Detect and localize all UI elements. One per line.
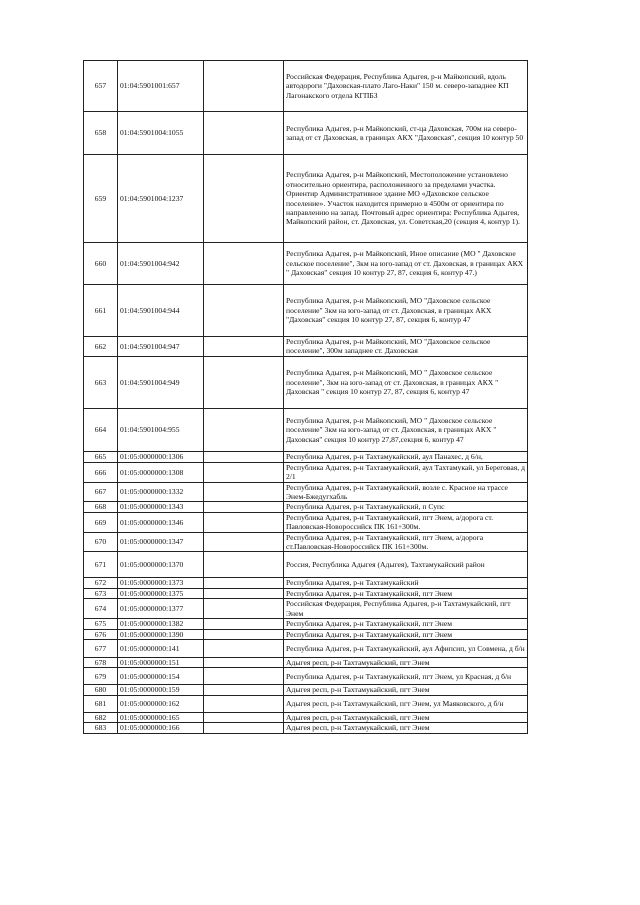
cadastral-number-cell: 01:05:0000000:159: [118, 685, 204, 695]
empty-cell: [204, 337, 284, 357]
cadastral-number-cell: 01:04:5901004:1055: [118, 112, 204, 155]
cadastral-number-cell: 01:05:0000000:1306: [118, 451, 204, 462]
address-cell: Республика Адыгея, р-н Тахтамукайский, аул Тахтамукай, ул Береговая, д 2/1: [284, 462, 528, 482]
row-number-cell: 674: [84, 599, 118, 619]
cadastral-number-cell: 01:05:0000000:165: [118, 712, 204, 722]
table-row: [84, 552, 528, 578]
empty-cell: [204, 462, 284, 482]
table-row: [84, 243, 528, 285]
table-row: [84, 532, 528, 552]
empty-cell: [204, 619, 284, 629]
empty-cell: [204, 451, 284, 462]
row-number-cell: 672: [84, 578, 118, 588]
row-number-cell: 673: [84, 588, 118, 598]
empty-cell: [204, 532, 284, 552]
table-row: [84, 668, 528, 685]
row-number-cell: 667: [84, 482, 118, 502]
registry-sheet: [83, 60, 527, 734]
address-cell: Республика Адыгея, р-н Тахтамукайский, возле с. Красное на трассе Энем-Бжедугхабль: [284, 482, 528, 502]
cadastral-number-cell: 01:05:0000000:154: [118, 668, 204, 685]
cadastral-number-cell: 01:04:5901004:947: [118, 337, 204, 357]
row-number-cell: 665: [84, 451, 118, 462]
address-cell: Республика Адыгея, р-н Тахтамукайский, пгт Энем: [284, 629, 528, 639]
empty-cell: [204, 502, 284, 512]
address-cell: Республика Адыгея, р-н Тахтамукайский: [284, 578, 528, 588]
table-row: [84, 685, 528, 695]
address-cell: Республика Адыгея, р-н Майкопский, МО " Даховское сельское поселение", 3км на юго-запад от ст. Даховская, в границах АКХ " Даховская " секция 10 контур 27, 87, секция 6, контур 47: [284, 356, 528, 408]
address-cell: Республика Адыгея, р-н Тахтамукайский, пгт Энем, ул Красная, д б/н: [284, 668, 528, 685]
empty-cell: [204, 657, 284, 667]
empty-cell: [204, 695, 284, 712]
table-body: [84, 61, 528, 734]
row-number-cell: 661: [84, 285, 118, 337]
table-row: [84, 512, 528, 532]
address-cell: Республика Адыгея, р-н Тахтамукайский, аул Панахес, д 6/н,: [284, 451, 528, 462]
cadastral-number-cell: 01:05:0000000:1308: [118, 462, 204, 482]
empty-cell: [204, 578, 284, 588]
table-row: [84, 112, 528, 155]
empty-cell: [204, 112, 284, 155]
row-number-cell: 681: [84, 695, 118, 712]
address-cell: Республика Адыгея, р-н Тахтамукайский, пгт Энем: [284, 588, 528, 598]
address-cell: Республика Адыгея, р-н Майкопский, ст-ца Даховская, 700м на северо-запад от ст Даховская, в границах АКХ "Даховская", секция 10 контур 50: [284, 112, 528, 155]
address-cell: Адыгея респ, р-н Тахтамукайский, пгт Энем: [284, 723, 528, 733]
cadastral-number-cell: 01:05:0000000:1373: [118, 578, 204, 588]
table-row: [84, 462, 528, 482]
cadastral-number-cell: 01:05:0000000:1375: [118, 588, 204, 598]
table-row: [84, 599, 528, 619]
table-row: [84, 712, 528, 722]
table-row: [84, 482, 528, 502]
table-row: [84, 639, 528, 657]
empty-cell: [204, 356, 284, 408]
table-row: [84, 337, 528, 357]
table-row: [84, 588, 528, 598]
row-number-cell: 658: [84, 112, 118, 155]
empty-cell: [204, 155, 284, 243]
address-cell: Республика Адыгея, р-н Майкопский, МО " Даховское сельское поселение" 3км на юго-запад от ст. Даховская, в границах АКХ " Даховская" секция 10 контур 27,87,секция 6, контур 47: [284, 408, 528, 451]
address-cell: Республика Адыгея, р-н Тахтамукайский, пгт Энем, а/дорога ст.Павловская-Новороссийск ПК 161+300м.: [284, 532, 528, 552]
address-cell: Республика Адыгея, р-н Майкопский, Иное описание (МО " Даховское сельское поселение", 3км на юго-запад от ст. Даховская, в границах АКХ " Даховская" секция 10 контур 27, 87, секция 6, контур 47.): [284, 243, 528, 285]
table-row: [84, 695, 528, 712]
table-row: [84, 408, 528, 451]
row-number-cell: 680: [84, 685, 118, 695]
address-cell: Российская Федерация, Республика Адыгея, р-н Майкопский, вдоль автодороги "Даховская-плато Лаго-Наки" 150 м. северо-западнее КП Лагонакского отдела КГПБЗ: [284, 61, 528, 112]
cadastral-number-cell: 01:04:5901004:942: [118, 243, 204, 285]
empty-cell: [204, 685, 284, 695]
row-number-cell: 675: [84, 619, 118, 629]
empty-cell: [204, 512, 284, 532]
empty-cell: [204, 723, 284, 733]
address-cell: Адыгея респ, р-н Тахтамукайский, пгт Энем: [284, 657, 528, 667]
table-row: [84, 502, 528, 512]
row-number-cell: 659: [84, 155, 118, 243]
row-number-cell: 679: [84, 668, 118, 685]
empty-cell: [204, 285, 284, 337]
empty-cell: [204, 61, 284, 112]
address-cell: Россия, Республика Адыгея (Адыгея), Тахтамукайский район: [284, 552, 528, 578]
cadastral-number-cell: 01:05:0000000:141: [118, 639, 204, 657]
empty-cell: [204, 552, 284, 578]
row-number-cell: 660: [84, 243, 118, 285]
row-number-cell: 664: [84, 408, 118, 451]
land-plots-table: [83, 60, 528, 734]
cadastral-number-cell: 01:05:0000000:1370: [118, 552, 204, 578]
cadastral-number-cell: 01:05:0000000:1343: [118, 502, 204, 512]
row-number-cell: 677: [84, 639, 118, 657]
row-number-cell: 682: [84, 712, 118, 722]
cadastral-number-cell: 01:05:0000000:1346: [118, 512, 204, 532]
table-row: [84, 356, 528, 408]
row-number-cell: 671: [84, 552, 118, 578]
address-cell: Республика Адыгея, р-н Майкопский, МО "Даховское сельское поселение" 3км на юго-запад от ст. Даховская, в границах АКХ "Даховская" секция 10 контур 27, 87, секция 6, контур 47: [284, 285, 528, 337]
empty-cell: [204, 668, 284, 685]
address-cell: Республика Адыгея, р-н Тахтамукайский, п Супс: [284, 502, 528, 512]
empty-cell: [204, 639, 284, 657]
cadastral-number-cell: 01:05:0000000:1332: [118, 482, 204, 502]
row-number-cell: 670: [84, 532, 118, 552]
row-number-cell: 662: [84, 337, 118, 357]
empty-cell: [204, 408, 284, 451]
cadastral-number-cell: 01:04:5901004:955: [118, 408, 204, 451]
address-cell: Республика Адыгея, р-н Тахтамукайский, пгт Энем: [284, 619, 528, 629]
cadastral-number-cell: 01:04:5901004:1237: [118, 155, 204, 243]
address-cell: Республика Адыгея, р-н Тахтамукайский, аул Афипсип, ул Совмена, д б/н: [284, 639, 528, 657]
row-number-cell: 669: [84, 512, 118, 532]
cadastral-number-cell: 01:04:5901004:949: [118, 356, 204, 408]
empty-cell: [204, 629, 284, 639]
table-row: [84, 578, 528, 588]
table-row: [84, 155, 528, 243]
row-number-cell: 668: [84, 502, 118, 512]
table-row: [84, 61, 528, 112]
cadastral-number-cell: 01:05:0000000:151: [118, 657, 204, 667]
address-cell: Российская Федерация, Республика Адыгея, р-н Тахтамукайский, пгт Энем: [284, 599, 528, 619]
empty-cell: [204, 599, 284, 619]
row-number-cell: 678: [84, 657, 118, 667]
cadastral-number-cell: 01:05:0000000:1377: [118, 599, 204, 619]
row-number-cell: 676: [84, 629, 118, 639]
cadastral-number-cell: 01:05:0000000:1382: [118, 619, 204, 629]
address-cell: Республика Адыгея, р-н Тахтамукайский, пгт Энем, а/дорога ст. Павловская-Новороссийск ПК 161+300м.: [284, 512, 528, 532]
empty-cell: [204, 588, 284, 598]
table-row: [84, 629, 528, 639]
row-number-cell: 666: [84, 462, 118, 482]
table-row: [84, 451, 528, 462]
empty-cell: [204, 712, 284, 722]
cadastral-number-cell: 01:04:5901004:944: [118, 285, 204, 337]
cadastral-number-cell: 01:05:0000000:166: [118, 723, 204, 733]
cadastral-number-cell: 01:04:5901001:657: [118, 61, 204, 112]
cadastral-number-cell: 01:05:0000000:1347: [118, 532, 204, 552]
row-number-cell: 683: [84, 723, 118, 733]
address-cell: Адыгея респ, р-н Тахтамукайский, пгт Энем: [284, 712, 528, 722]
table-row: [84, 619, 528, 629]
address-cell: Адыгея респ, р-н Тахтамукайский, пгт Энем: [284, 685, 528, 695]
table-row: [84, 723, 528, 733]
address-cell: Адыгея респ, р-н Тахтамукайский, пгт Энем, ул Маяковского, д б/н: [284, 695, 528, 712]
row-number-cell: 663: [84, 356, 118, 408]
address-cell: Республика Адыгея, р-н Майкопский, Местоположение установлено относительно ориентира, расположенного за пределами участка. Ориентир Административное здание МО «Даховское сельское поселение». Участок находится примерно в 4500м от ориентира по направлению на запад. Почтовый адрес ориентира: Республика Адыгея, Майкопский район, ст. Даховская, ул. Советская,20 (секция 4, контур 1).: [284, 155, 528, 243]
cadastral-number-cell: 01:05:0000000:1390: [118, 629, 204, 639]
table-row: [84, 285, 528, 337]
cadastral-number-cell: 01:05:0000000:162: [118, 695, 204, 712]
table-row: [84, 657, 528, 667]
row-number-cell: 657: [84, 61, 118, 112]
empty-cell: [204, 243, 284, 285]
empty-cell: [204, 482, 284, 502]
address-cell: Республика Адыгея, р-н Майкопский, МО "Даховское сельское поселение", 300м западнее ст. Даховская: [284, 337, 528, 357]
